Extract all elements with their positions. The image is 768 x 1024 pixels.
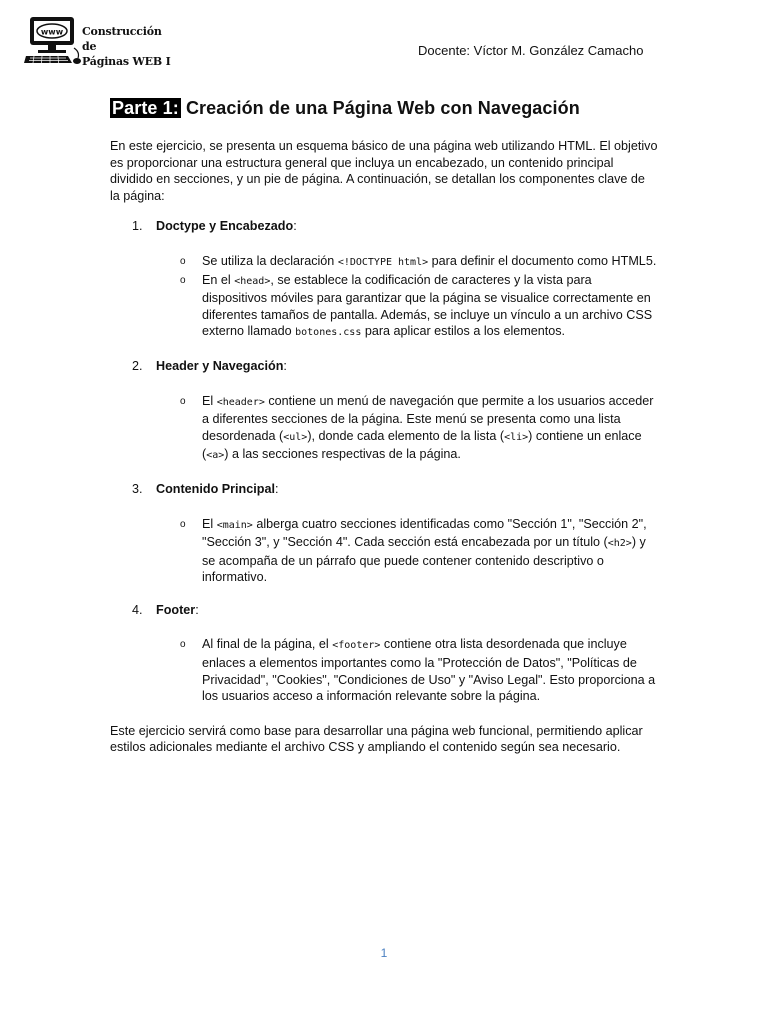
item-heading: Doctype y Encabezado [156,219,294,234]
document-body [110,96,658,756]
list-item [110,602,658,705]
bullet-marker: o [180,395,186,407]
title-text: Creación de una Página Web con Navegación [180,98,580,118]
code-snippet: <footer> [332,640,381,652]
bullet-text: Se utiliza la declaración [202,253,338,268]
bullet-marker: o [180,639,186,651]
teacher-name: Docente: Víctor M. González Camacho [418,43,644,58]
part-label: Parte 1: [112,98,179,118]
bullet-text: alberga cuatro secciones identificadas como "Sección 1", "Sección 2", "Sección 3", y "Sección 4". Cada sección está encabezada por un título ( [202,516,647,550]
code-snippet: <ul> [283,431,308,443]
item-heading: Footer [156,602,196,617]
bullet-text: ) y se acompaña de un párrafo que puede contener contenido descriptivo o informativo. [202,535,646,585]
bullet-text: ) contiene un enlace ( [202,428,642,462]
intro-paragraph: En este ejercicio, se presenta un esquema básico de una página web utilizando HTML. El objetivo es proporcionar una estructura general que incluya un encabezado, un contenido principal dividido en secciones, y un pie de página. A continuación, se detallan los componentes clave de la página: [110,139,658,203]
list-item [110,481,658,586]
list-item [110,218,658,342]
computer-icon [24,14,84,66]
bullet-text: contiene un menú de navegación que permite a los usuarios acceder a diferentes secciones de la página. Este menú se presenta como una lista desordenada ( [202,393,654,443]
heading-colon: : [293,219,297,234]
code-snippet: <h2> [607,538,632,550]
bullet-text: Al final de la página, el [202,637,333,652]
component-list [110,218,658,704]
bullet-text: , se establece la codificación de caracteres y la vista para dispositivos móviles para garantizar que la página se visualice correctamente en diferentes tamaños de pantalla. Además, se incluye un vínculo a un archivo CSS externo llamado [202,272,653,339]
code-snippet: <!DOCTYPE html> [337,256,429,268]
item-number: 2. [132,358,143,373]
bullet-text: contiene otra lista desordenada que incluye enlaces a elementos importantes como la "Protección de Datos", "Políticas de Privacidad", "Cookies", "Condiciones de Uso" y "Aviso Legal". Esto proporciona a los usuarios acceso a información relevante sobre la página. [202,637,656,704]
list-item [110,358,658,465]
course-logo [24,14,174,66]
item-number: 3. [132,481,143,496]
item-number: 4. [132,602,143,617]
code-snippet: <main> [216,519,253,531]
code-snippet: botones.css [295,327,362,339]
heading-colon: : [283,358,287,373]
sub-bullet [110,272,658,342]
closing-paragraph: Este ejercicio servirá como base para desarrollar una página web funcional, permitiendo aplicar estilos adicionales mediante el archivo CSS y ampliando el contenido según sea necesario. [110,723,643,755]
bullet-text: ), donde cada elemento de la lista ( [307,428,505,443]
logo-title-line1: Construcción de [82,25,162,53]
logo-title-line2: Páginas WEB I [82,55,171,68]
item-heading: Contenido Principal [156,481,275,496]
sub-bullet [110,636,658,704]
code-snippet: <header> [216,396,265,408]
bullet-text: para aplicar estilos a los elementos. [361,324,566,339]
heading-colon: : [195,602,199,617]
bullet-text: ) a las secciones respectivas de la página. [224,447,461,462]
page-title [110,96,658,120]
bullet-text: En el [202,272,235,287]
sub-bullet [110,393,658,465]
page-number: 1 [380,946,388,960]
bullet-text: El [202,393,217,408]
bullet-marker: o [180,518,186,530]
heading-colon: : [274,481,279,496]
item-heading: Header y Navegación [156,358,284,373]
sub-bullet [110,253,658,272]
item-number: 1. [132,219,143,234]
code-snippet: <head> [234,275,271,287]
bullet-marker: o [180,255,186,267]
sub-bullet [110,516,658,586]
bullet-text: El [202,516,217,531]
bullet-marker: o [180,274,186,286]
code-snippet: <a> [206,450,225,462]
bullet-text: para definir el documento como HTML5. [428,253,657,268]
code-snippet: <li> [504,431,529,443]
www-text: www [40,27,64,37]
